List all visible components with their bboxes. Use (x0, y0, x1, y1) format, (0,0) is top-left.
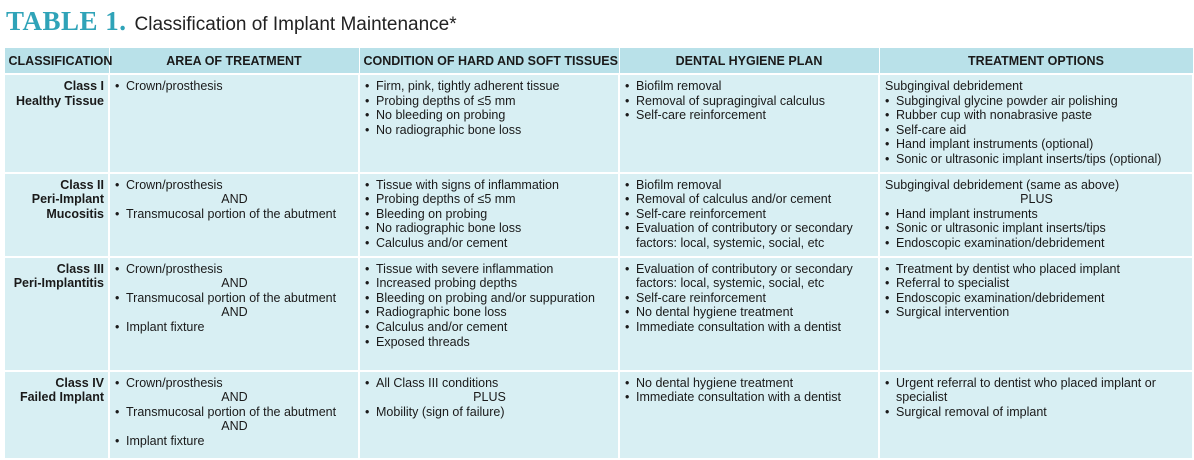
bullet-item (115, 178, 354, 193)
item-text: • No radiographic bone loss (376, 122, 522, 137)
bullet-item (885, 94, 1188, 109)
item-text: factors: local, systemic, social, etc (636, 235, 825, 250)
item-text: • All Class III conditions (376, 375, 499, 390)
item-text: • Biofilm removal (636, 79, 722, 93)
header-area-of-treatment: AREA OF TREATMENT (109, 48, 359, 75)
header-row (4, 48, 1193, 75)
classification-label: Class I (63, 79, 104, 93)
item-text: • Transmucosal portion of the abutment (126, 290, 337, 305)
bullet-item (885, 108, 1188, 123)
item-text: • Increased probing depths (376, 276, 518, 291)
cell-text (885, 79, 1188, 94)
item-text: • Surgical intervention (896, 305, 1010, 320)
bullet-item (625, 178, 874, 193)
item-text: AND (221, 276, 248, 291)
item-text: • Immediate consultation with a dentist (636, 319, 841, 334)
item-text: factors: local, systemic, social, etc (636, 276, 825, 291)
item-text: • Probing depths of ≤5 mm (376, 93, 516, 108)
area-cell (109, 74, 359, 173)
connector-text (365, 390, 614, 405)
bullet-item (885, 236, 1188, 251)
item-text: • Removal of calculus and/or cement (636, 192, 832, 207)
area-cell (109, 173, 359, 257)
connector-text (115, 390, 354, 405)
bullet-item (365, 405, 614, 420)
hygiene-plan-cell (619, 173, 879, 257)
item-text: AND (221, 390, 248, 405)
treatment-options-cell (879, 257, 1193, 371)
bullet-item (625, 79, 874, 94)
bullet-item (365, 192, 614, 207)
classification-cell (4, 257, 109, 371)
classification-label: Peri-Implant (31, 192, 104, 207)
header-treatment-options: TREATMENT OPTIONS (879, 48, 1193, 75)
item-text: • No dental hygiene treatment (636, 305, 794, 320)
item-text: • Endoscopic examination/debridement (896, 235, 1105, 250)
item-text: specialist (896, 390, 948, 405)
classification-label: Mucositis (46, 206, 104, 221)
item-text: AND (221, 419, 248, 434)
classification-cell (4, 173, 109, 257)
connector-text (115, 419, 354, 434)
classification-label: Class II (60, 177, 104, 192)
cell-text (885, 178, 1188, 193)
cell-text (625, 236, 874, 251)
bullet-item (115, 434, 354, 449)
item-text: • Tissue with severe inflammation (376, 261, 554, 276)
item-text: • Sonic or ultrasonic implant inserts/tips (optional) (896, 151, 1162, 166)
item-text: • Crown/prosthesis (126, 177, 223, 192)
bullet-item (625, 320, 874, 335)
classification-cell (4, 74, 109, 173)
bullet-item (625, 390, 874, 405)
bullet-item (625, 192, 874, 207)
item-text: • Bleeding on probing and/or suppuration (376, 290, 595, 305)
bullet-item (115, 320, 354, 335)
item-text: • Evaluation of contributory or secondary (636, 221, 853, 236)
item-text: • Hand implant instruments (optional) (896, 137, 1094, 152)
bullet-item (365, 376, 614, 391)
item-text: • Transmucosal portion of the abutment (126, 404, 337, 419)
bullet-item (365, 236, 614, 251)
classification-cell (4, 371, 109, 459)
header-hygiene-plan: DENTAL HYGIENE PLAN (619, 48, 879, 75)
bullet-item (365, 178, 614, 193)
implant-maintenance-table (3, 47, 1194, 460)
item-text: Subgingival debridement (same as above) (885, 177, 1120, 192)
classification-label: Class IV (55, 375, 104, 390)
item-text: • No dental hygiene treatment (636, 375, 794, 390)
bullet-item (115, 262, 354, 277)
bullet-item (115, 79, 354, 94)
bullet-item (625, 305, 874, 320)
bullet-item (885, 262, 1188, 277)
condition-cell (359, 371, 619, 459)
bullet-item (625, 291, 874, 306)
bullet-item (625, 108, 874, 123)
item-text: • Surgical removal of implant (896, 404, 1047, 419)
item-text: • Probing depths of ≤5 mm (376, 192, 516, 207)
hygiene-plan-cell (619, 371, 879, 459)
item-text: • No bleeding on probing (376, 108, 506, 123)
bullet-item (365, 291, 614, 306)
connector-text (885, 192, 1188, 207)
bullet-item (365, 335, 614, 350)
bullet-item (885, 137, 1188, 152)
table-row (4, 371, 1193, 459)
item-text: • Crown/prosthesis (126, 79, 223, 93)
item-text: • Self-care aid (896, 122, 967, 137)
item-text: • Self-care reinforcement (636, 206, 766, 221)
treatment-options-cell (879, 173, 1193, 257)
hygiene-plan-cell (619, 74, 879, 173)
item-text: • Transmucosal portion of the abutment (126, 206, 337, 221)
item-text: • Implant fixture (126, 319, 205, 334)
treatment-options-cell (879, 371, 1193, 459)
item-text: • Hand implant instruments (896, 206, 1038, 221)
bullet-item (885, 152, 1188, 167)
item-text: • Mobility (sign of failure) (376, 404, 505, 419)
connector-text (115, 305, 354, 320)
item-text: • Implant fixture (126, 433, 205, 448)
connector-text (115, 276, 354, 291)
bullet-item (885, 207, 1188, 222)
item-text: • Sonic or ultrasonic implant inserts/tips (896, 221, 1106, 236)
bullet-item (365, 108, 614, 123)
bullet-item (115, 405, 354, 420)
cell-text (625, 276, 874, 291)
bullet-item (625, 376, 874, 391)
table-caption: Classification of Implant Maintenance* (134, 14, 457, 35)
item-text: • No radiographic bone loss (376, 221, 522, 236)
item-text: • Evaluation of contributory or secondary (636, 261, 853, 276)
item-text: • Subgingival glycine powder air polishing (896, 93, 1118, 108)
item-text: • Immediate consultation with a dentist (636, 390, 841, 405)
area-cell (109, 371, 359, 459)
classification-label: Peri-Implantitis (13, 276, 104, 291)
item-text: • Urgent referral to dentist who placed implant or (896, 375, 1156, 390)
bullet-item (365, 79, 614, 94)
bullet-item (625, 262, 874, 277)
item-text: • Self-care reinforcement (636, 108, 766, 123)
bullet-item (365, 221, 614, 236)
bullet-item (115, 376, 354, 391)
item-text: • Calculus and/or cement (376, 235, 508, 250)
bullet-item (885, 221, 1188, 236)
connector-text (115, 192, 354, 207)
header-condition: CONDITION OF HARD AND SOFT TISSUES (359, 48, 619, 75)
condition-cell (359, 173, 619, 257)
item-text: • Crown/prosthesis (126, 375, 223, 390)
treatment-options-cell (879, 74, 1193, 173)
item-text: • Tissue with signs of inflammation (376, 177, 559, 192)
bullet-item (365, 123, 614, 138)
classification-label: Failed Implant (19, 390, 104, 405)
item-text: • Crown/prosthesis (126, 261, 223, 276)
item-text: PLUS (473, 390, 506, 405)
table-number-label: TABLE 1. (6, 6, 127, 36)
bullet-item (115, 207, 354, 222)
bullet-item (885, 123, 1188, 138)
item-text: Subgingival debridement (885, 79, 1023, 93)
header-classification: CLASSIFICATION (4, 48, 109, 75)
item-text: AND (221, 305, 248, 320)
condition-cell (359, 74, 619, 173)
classification-label: Class III (56, 261, 104, 276)
bullet-item (365, 262, 614, 277)
condition-cell (359, 257, 619, 371)
bullet-item (365, 94, 614, 109)
item-text: • Calculus and/or cement (376, 319, 508, 334)
bullet-item (625, 94, 874, 109)
item-text: • Removal of supragingival calculus (636, 93, 825, 108)
item-text: • Firm, pink, tightly adherent tissue (376, 79, 560, 93)
hygiene-plan-cell (619, 257, 879, 371)
item-text: • Endoscopic examination/debridement (896, 290, 1105, 305)
bullet-item (885, 291, 1188, 306)
bullet-item (885, 376, 1188, 391)
item-text: • Exposed threads (376, 334, 470, 349)
item-text: • Bleeding on probing (376, 206, 488, 221)
bullet-item (885, 276, 1188, 291)
table-row (4, 74, 1193, 173)
item-text: • Self-care reinforcement (636, 290, 766, 305)
cell-text (885, 390, 1188, 405)
bullet-item (625, 221, 874, 236)
bullet-item (885, 405, 1188, 420)
table-title (6, 6, 457, 42)
bullet-item (365, 305, 614, 320)
item-text: • Biofilm removal (636, 177, 722, 192)
bullet-item (365, 320, 614, 335)
item-text: PLUS (1020, 192, 1053, 207)
bullet-item (625, 207, 874, 222)
table-row (4, 173, 1193, 257)
item-text: • Rubber cup with nonabrasive paste (896, 108, 1092, 123)
area-cell (109, 257, 359, 371)
bullet-item (365, 207, 614, 222)
bullet-item (115, 291, 354, 306)
classification-label: Healthy Tissue (15, 93, 104, 108)
item-text: • Treatment by dentist who placed implant (896, 261, 1120, 276)
item-text: • Radiographic bone loss (376, 305, 507, 320)
table-row (4, 257, 1193, 371)
item-text: • Referral to specialist (896, 276, 1010, 291)
bullet-item (885, 305, 1188, 320)
bullet-item (365, 276, 614, 291)
item-text: AND (221, 192, 248, 207)
